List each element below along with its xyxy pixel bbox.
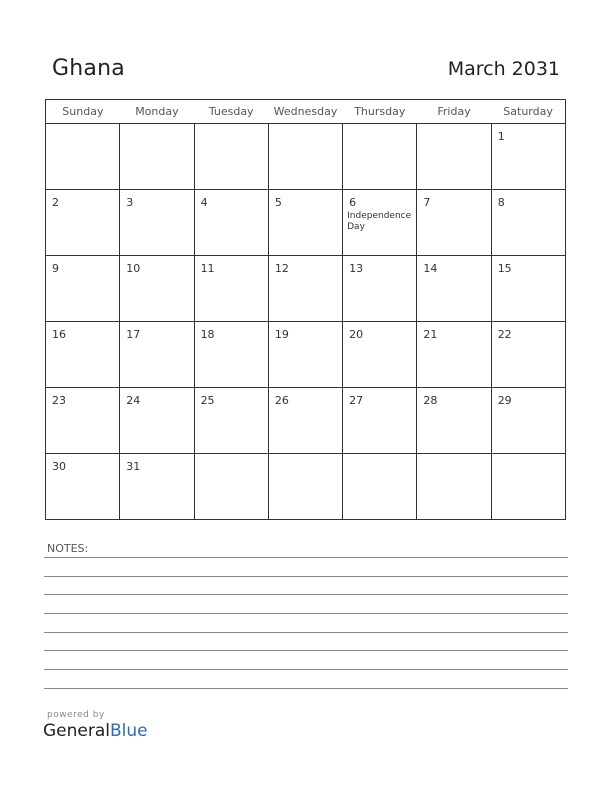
day-number: 5 [274,196,282,209]
day-number: 30 [52,460,66,473]
notes-line [44,688,568,689]
calendar-day-cell[interactable] [120,190,194,256]
day-number: 8 [497,196,505,209]
day-number: 17 [126,328,141,341]
calendar-day-cell[interactable] [120,388,194,454]
calendar-day-cell[interactable] [46,190,120,256]
day-number: 3 [126,196,134,209]
day-number: 10 [126,262,141,275]
day-number: 16 [52,328,66,341]
brand-general: General [43,721,110,741]
calendar-day-cell[interactable] [268,256,342,322]
calendar-day-cell[interactable] [120,322,194,388]
calendar-day-cell[interactable] [491,190,565,256]
calendar-day-cell[interactable] [194,454,268,520]
calendar-week-row [46,124,566,190]
calendar-day-cell[interactable] [194,322,268,388]
notes-label: NOTES: [47,542,89,555]
notes-line [44,613,568,614]
calendar-week-row [46,256,566,322]
calendar-day-cell[interactable] [491,454,565,520]
weekday-sunday: Sunday [46,100,120,124]
notes-line [44,632,568,633]
day-number: 1 [497,130,505,143]
day-number: 20 [349,328,364,341]
calendar-day-cell[interactable] [46,388,120,454]
day-number: 9 [52,262,59,275]
calendar-day-cell[interactable] [46,256,120,322]
calendar-day-cell[interactable] [343,322,417,388]
calendar-week-row [46,454,566,520]
calendar-day-cell[interactable] [46,124,120,190]
calendar-day-cell[interactable] [268,322,342,388]
day-number: 2 [52,196,59,209]
calendar-day-cell[interactable] [417,190,491,256]
weekday-tuesday: Tuesday [194,100,268,124]
calendar-week-row [46,388,566,454]
calendar-day-cell[interactable] [46,454,120,520]
calendar-day-cell[interactable] [417,388,491,454]
calendar-day-cell[interactable] [120,256,194,322]
day-number: 7 [423,196,431,209]
calendar-day-cell[interactable] [417,322,491,388]
calendar-day-cell[interactable] [343,256,417,322]
calendar-day-cell[interactable] [120,124,194,190]
calendar-day-cell[interactable] [343,454,417,520]
weekday-header-row [46,100,566,124]
day-number: 13 [349,262,364,275]
calendar-day-cell[interactable] [343,124,417,190]
calendar-day-cell[interactable] [491,388,565,454]
weekday-friday: Friday [417,100,491,124]
day-number: 29 [497,394,512,407]
day-number: 12 [274,262,289,275]
calendar-day-cell[interactable] [491,322,565,388]
calendar-day-cell[interactable] [343,388,417,454]
brand-blue: Blue [110,721,148,741]
day-number: 19 [274,328,289,341]
calendar-week-row [46,190,566,256]
calendar-week-row [46,322,566,388]
month-title: March 2031 [447,58,560,80]
calendar-day-cell[interactable] [268,124,342,190]
day-number: 26 [274,394,289,407]
notes-line [44,594,568,595]
calendar-day-cell[interactable] [417,454,491,520]
powered-by-text: powered by [47,710,105,720]
calendar-day-cell[interactable] [194,190,268,256]
calendar-day-cell[interactable] [268,190,342,256]
day-number: 23 [52,394,66,407]
calendar-grid [45,99,566,520]
day-number: 24 [126,394,141,407]
weekday-monday: Monday [120,100,194,124]
notes-line [44,557,568,558]
notes-line [44,576,568,577]
day-number: 22 [497,328,512,341]
day-number: 28 [423,394,438,407]
calendar-day-cell[interactable] [417,256,491,322]
calendar-day-cell[interactable] [268,388,342,454]
country-title: Ghana [52,56,125,81]
holiday-label: Independence Day [347,211,412,232]
weekday-saturday: Saturday [491,100,565,124]
calendar-day-cell[interactable] [491,256,565,322]
day-number: 11 [200,262,215,275]
day-number: 18 [200,328,215,341]
day-number: 27 [349,394,364,407]
weekday-thursday: Thursday [343,100,417,124]
calendar-day-cell[interactable] [194,256,268,322]
calendar-day-cell[interactable] [46,322,120,388]
notes-line [44,650,568,651]
calendar-day-cell[interactable] [417,124,491,190]
day-number: 31 [126,460,141,473]
day-number: 15 [497,262,512,275]
calendar-day-cell[interactable] [194,124,268,190]
notes-line [44,669,568,670]
brand-logo[interactable] [43,721,148,741]
calendar-day-cell[interactable] [120,454,194,520]
calendar-day-cell[interactable] [194,388,268,454]
day-number: 14 [423,262,438,275]
weekday-wednesday: Wednesday [268,100,342,124]
day-number: 4 [200,196,208,209]
calendar-day-cell[interactable] [491,124,565,190]
day-number: 6 [349,196,357,209]
calendar-day-cell[interactable] [343,190,417,256]
calendar-day-cell[interactable] [268,454,342,520]
day-number: 21 [423,328,438,341]
day-number: 25 [200,394,215,407]
